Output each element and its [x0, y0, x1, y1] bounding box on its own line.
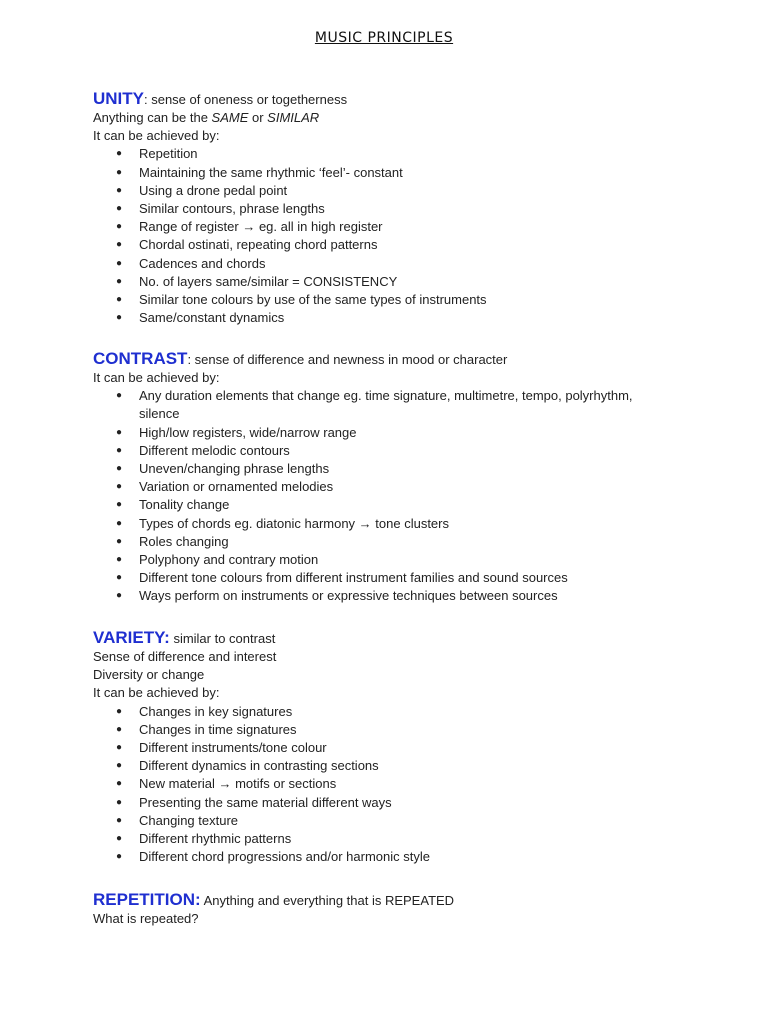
bullet-text: Presenting the same material different ways [139, 794, 392, 810]
bullet-text: Chordal ostinati, repeating chord patterns [139, 237, 378, 253]
bullet-item [93, 794, 659, 812]
bullet-item [93, 387, 659, 423]
contrast-bullet-list [93, 387, 713, 605]
bullet-dot-icon: ● [116, 535, 123, 547]
bullet-dot-icon: ● [116, 741, 123, 753]
repetition-description: Anything and everything that is REPEATED [200, 893, 455, 908]
bullet-item [93, 812, 659, 830]
bullet-dot-icon: ● [116, 760, 123, 772]
unity-line-same-similar [93, 109, 713, 127]
repetition-heading: REPETITION: [93, 890, 201, 909]
bullet-item [93, 164, 659, 182]
bullet-item [93, 848, 659, 866]
unity-description: : sense of oneness or togetherness [144, 92, 348, 107]
bullet-text: Similar contours, phrase lengths [139, 200, 325, 216]
variety-bullet-list [93, 703, 713, 867]
bullet-dot-icon: ● [116, 275, 123, 287]
bullet-text: Polyphony and contrary motion [139, 552, 319, 568]
bullet-text: Roles changing [139, 533, 229, 549]
bullet-dot-icon: ● [116, 221, 123, 233]
bullet-dot-icon: ● [116, 148, 123, 160]
bullet-dot-icon: ● [116, 705, 123, 717]
bullet-text: Similar tone colours by use of the same types of instruments [139, 292, 487, 307]
bullet-item [93, 309, 659, 327]
bullet-text: Different chord progressions and/or harmonic style [139, 849, 430, 865]
bullet-text: Different rhythmic patterns [139, 830, 292, 846]
bullet-item [93, 587, 659, 605]
bullet-dot-icon: ● [116, 390, 123, 402]
bullet-text: Cadences and chords [139, 255, 266, 271]
bullet-item [93, 442, 659, 460]
bullet-text: Changes in key signatures [139, 703, 293, 719]
variety-line-diversity: Diversity or change [93, 667, 205, 683]
bullet-text: Any duration elements that change eg. time signature, multimetre, tempo, polyrhythm, silence [139, 388, 633, 422]
bullet-item [93, 424, 659, 442]
bullet-item [93, 255, 659, 273]
unity-word-similar: SIMILAR [267, 110, 320, 125]
bullet-text: Maintaining the same rhythmic ‘feel’- constant [139, 164, 403, 180]
bullet-text: Uneven/changing phrase lengths [139, 461, 330, 476]
unity-achieved-by: It can be achieved by: [93, 128, 220, 144]
bullet-text: Same/constant dynamics [139, 310, 285, 326]
bullet-text: Range of register → eg. all in high register [139, 219, 383, 235]
bullet-text: Changing texture [139, 812, 239, 828]
unity-line-prefix: Anything can be the [93, 110, 212, 125]
bullet-text: No. of layers same/similar = CONSISTENCY [139, 273, 398, 289]
contrast-description: : sense of difference and newness in mood or character [187, 352, 508, 367]
bullet-text: Using a drone pedal point [139, 182, 288, 198]
bullet-text: Different tone colours from different instrument families and sound sources [139, 570, 568, 586]
bullet-item [93, 739, 659, 757]
bullet-item [93, 273, 659, 291]
bullet-dot-icon: ● [116, 814, 123, 826]
unity-word-same: SAME [211, 110, 249, 125]
bullet-item [93, 200, 659, 218]
bullet-item [93, 569, 659, 587]
bullet-item [93, 533, 659, 551]
bullet-dot-icon: ● [116, 463, 123, 474]
section-repetition [93, 890, 713, 928]
bullet-dot-icon: ● [116, 832, 123, 844]
bullet-dot-icon: ● [116, 239, 123, 251]
bullet-dot-icon: ● [116, 294, 123, 305]
bullet-dot-icon: ● [116, 166, 123, 178]
bullet-item [93, 830, 659, 848]
bullet-dot-icon: ● [116, 851, 123, 863]
bullet-item [93, 218, 659, 236]
bullet-text: Different melodic contours [139, 442, 290, 458]
bullet-dot-icon: ● [116, 723, 123, 735]
bullet-dot-icon: ● [116, 481, 123, 493]
variety-line-difference: Sense of difference and interest [93, 649, 277, 664]
bullet-dot-icon: ● [116, 444, 123, 456]
bullet-item [93, 145, 659, 163]
repetition-heading-line [93, 890, 713, 910]
bullet-text: Repetition [139, 146, 198, 162]
bullet-item [93, 496, 659, 514]
contrast-achieved-by: It can be achieved by: [93, 370, 220, 385]
section-unity [93, 89, 713, 327]
unity-heading-line [93, 89, 713, 109]
contrast-heading-line [93, 349, 713, 369]
bullet-item [93, 236, 659, 254]
bullet-text: Variation or ornamented melodies [139, 479, 334, 495]
bullet-item [93, 757, 659, 775]
variety-heading: VARIETY: [93, 628, 170, 647]
bullet-dot-icon: ● [116, 517, 123, 529]
unity-bullet-list [93, 145, 713, 327]
bullet-item [93, 551, 659, 569]
bullet-dot-icon: ● [116, 778, 123, 790]
variety-description: similar to contrast [169, 631, 276, 646]
variety-heading-line [93, 628, 713, 648]
bullet-text: High/low registers, wide/narrow range [139, 424, 357, 440]
bullet-dot-icon: ● [116, 202, 123, 214]
bullet-dot-icon: ● [116, 426, 123, 438]
unity-heading: UNITY [93, 89, 144, 108]
repetition-question: What is repeated? [93, 911, 199, 926]
bullet-dot-icon: ● [116, 257, 123, 269]
bullet-text: Types of chords eg. diatonic harmony → tone clusters [139, 515, 449, 531]
bullet-text: Ways perform on instruments or expressive techniques between sources [139, 588, 558, 604]
bullet-dot-icon: ● [116, 572, 123, 584]
bullet-dot-icon: ● [116, 312, 123, 324]
bullet-dot-icon: ● [116, 590, 123, 602]
variety-achieved-by: It can be achieved by: [93, 685, 220, 701]
section-contrast [93, 349, 713, 606]
contrast-heading: CONTRAST [93, 349, 188, 368]
bullet-text: Different instruments/tone colour [139, 739, 327, 755]
bullet-text: New material → motifs or sections [139, 776, 337, 792]
bullet-item [93, 775, 659, 793]
bullet-item [93, 703, 659, 721]
document-title: MUSIC PRINCIPLES [314, 30, 454, 46]
bullet-dot-icon: ● [116, 184, 123, 196]
bullet-dot-icon: ● [116, 499, 123, 511]
bullet-text: Tonality change [139, 497, 230, 513]
bullet-item [93, 478, 659, 496]
bullet-dot-icon: ● [116, 796, 123, 808]
bullet-item [93, 460, 659, 478]
unity-word-or: or [248, 110, 268, 125]
section-variety [93, 628, 713, 866]
bullet-item [93, 721, 659, 739]
bullet-dot-icon: ● [116, 554, 123, 566]
bullet-item [93, 515, 659, 533]
bullet-item [93, 291, 659, 309]
bullet-text: Different dynamics in contrasting sections [139, 758, 379, 774]
bullet-item [93, 182, 659, 200]
bullet-text: Changes in time signatures [139, 721, 297, 737]
